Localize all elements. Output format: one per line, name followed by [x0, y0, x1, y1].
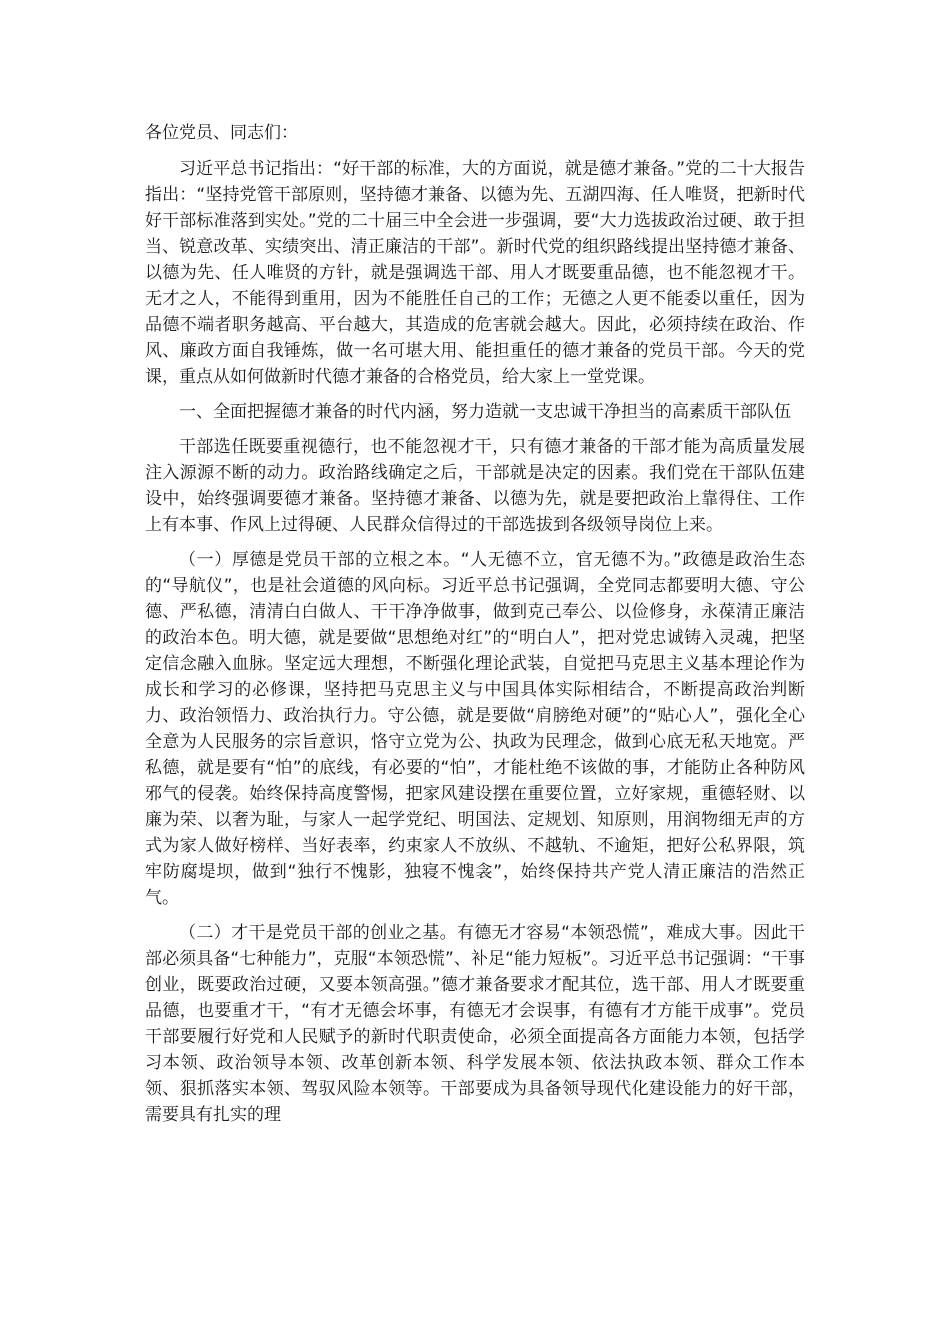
subsection-2-paragraph: （二）才干是党员干部的创业之基。有德无才容易“本领恐慌”，难成大事。因此干部必须具备“七种能力”，克服“本领恐慌”、补足“能力短板”。习近平总书记强调：“干事创业，既要政治过硬，又要本领高强。”德才兼备要求才配其位，选干部、用人才既要重品德，也要重才干，“有才无德会坏事，有德无才会误事，有德有才方能干成事”。党员干部要履行好党和人民赋予的新时代职责使命，必须全面提高各方面能力本领，包括学习本领、政治领导本领、改革创新本领、科学发展本领、依法执政本领、群众工作本领、狠抓落实本领、驾驭风险本领等。干部要成为具备领导现代化建设能力的好干部，需要具有扎实的理	[145, 923, 805, 1125]
intro-paragraph: 习近平总书记指出：“好干部的标准，大的方面说，就是德才兼备。”党的二十大报告指出：“坚持党管干部原则，坚持德才兼备、以德为先、五湖四海、任人唯贤，把新时代好干部标准落到实处。”党的二十届三中全会进一步强调，要“大力选拔政治过硬、敢于担当、锐意改革、实绩突出、清正廉洁的干部”。新时代党的组织路线提出坚持德才兼备、以德为先、任人唯贤的方针，就是强调选干部、用人才既要重品德，也不能忽视才干。无才之人，不能得到重用，因为不能胜任自己的工作；无德之人更不能委以重任，因为品德不端者职务越高、平台越大，其造成的危害就会越大。因此，必须持续在政治、作风、廉政方面自我锤炼，做一名可堪大用、能担重任的德才兼备的党员干部。今天的党课，重点从如何做新时代德才兼备的合格党员，给大家上一堂党课。	[145, 159, 805, 387]
section-1-paragraph: 干部选任既要重视德行，也不能忽视才干，只有德才兼备的干部才能为高质量发展注入源源不断的动力。政治路线确定之后，干部就是决定的因素。我们党在干部队伍建设中，始终强调要德才兼备。坚持德才兼备、以德为先，就是要把政治上靠得住、工作上有本事、作风上过得硬、人民群众信得过的干部选拔到各级领导岗位上来。	[145, 437, 805, 535]
document-page	[145, 120, 805, 1137]
section-heading-1: 一、全面把握德才兼备的时代内涵，努力造就一支忠诚干净担当的高素质干部队伍	[179, 402, 791, 422]
subsection-1-paragraph: （一）厚德是党员干部的立根之本。“人无德不立，官无德不为。”政德是政治生态的“导航仪”，也是社会道德的风向标。习近平总书记强调，全党同志都要明大德、守公德、严私德，清清白白做人、干干净净做事，做到克己奉公、以俭修身，永葆清正廉洁的政治本色。明大德，就是要做“思想绝对红”的“明白人”，把对党忠诚铸入灵魂，把坚定信念融入血脉。坚定远大理想，不断强化理论武装，自觉把马克思主义基本理论作为成长和学习的必修课，坚持把马克思主义与中国具体实际相结合，不断提高政治判断力、政治领悟力、政治执行力。守公德，就是要做“肩膀绝对硬”的“贴心人”，强化全心全意为人民服务的宗旨意识，恪守立党为公、执政为民理念，做到心底无私天地宽。严私德，就是要有“怕”的底线，有必要的“怕”，才能杜绝不该做的事，才能防止各种防风邪气的侵袭。始终保持高度警惕，把家风建设摆在重要位置，立好家规，重德轻财、以廉为荣、以奢为耻，与家人一起学党纪、明国法、定规划、知原则，用润物细无声的方式为家人做好榜样、当好表率，约束家人不放纵、不越轨、不逾矩，把好公私界限，筑牢防腐堤坝，做到“独行不愧影，独寝不愧衾”，始终保持共产党人清正廉洁的浩然正气。	[145, 550, 805, 908]
salutation: 各位党员、同志们：	[145, 123, 298, 143]
